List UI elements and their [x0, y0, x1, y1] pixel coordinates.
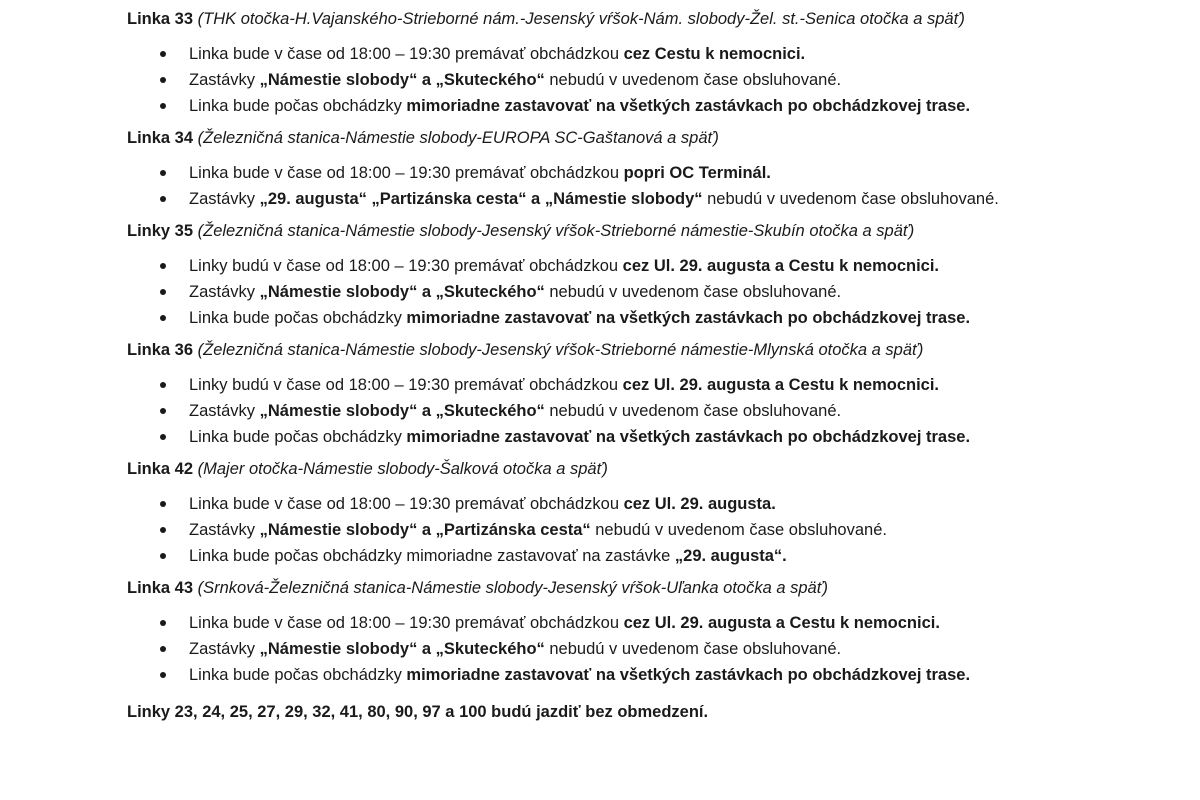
- list-item: Zastávky „Námestie slobody“ a „Skuteckého“ nebudú v uvedenom čase obsluhované.: [127, 67, 1187, 93]
- bullet-icon: [160, 646, 166, 652]
- list-item: Linka bude počas obchádzky mimoriadne zastavovať na všetkých zastávkach po obchádzkovej trase.: [127, 424, 1187, 450]
- line-number: Linka 33: [127, 10, 194, 28]
- line-block-34: [127, 119, 1187, 212]
- line-block-33: [127, 0, 1187, 119]
- list-item: Linka bude počas obchádzky mimoriadne zastavovať na zastávke „29. augusta“.: [127, 543, 1187, 569]
- line-heading: [127, 119, 1187, 148]
- list-item: Zastávky „Námestie slobody“ a „Skuteckého“ nebudú v uvedenom čase obsluhované.: [127, 636, 1187, 662]
- line-route: (Železničná stanica-Námestie slobody-EUROPA SC-Gaštanová a späť): [197, 129, 719, 147]
- line-route: (Srnková-Železničná stanica-Námestie slobody-Jesenský vŕšok-Uľanka otočka a späť): [197, 579, 829, 597]
- notice-list: [127, 253, 1187, 331]
- list-item: Linky budú v čase od 18:00 – 19:30 premávať obchádzkou cez Ul. 29. augusta a Cestu k nemocnici.: [127, 372, 1187, 398]
- notice-list: [127, 372, 1187, 450]
- list-item: Zastávky „Námestie slobody“ a „Skuteckého“ nebudú v uvedenom čase obsluhované.: [127, 398, 1187, 424]
- bullet-icon: [160, 315, 166, 321]
- list-item: Zastávky „29. augusta“ „Partizánska cesta“ a „Námestie slobody“ nebudú v uvedenom čase obsluhované.: [127, 186, 1187, 212]
- bullet-icon: [160, 527, 166, 533]
- bullet-icon: [160, 51, 166, 57]
- list-item: Linka bude počas obchádzky mimoriadne zastavovať na všetkých zastávkach po obchádzkovej trase.: [127, 93, 1187, 119]
- bullet-icon: [160, 263, 166, 269]
- bullet-icon: [160, 408, 166, 414]
- line-number: Linka 36: [127, 341, 194, 359]
- line-route: (Železničná stanica-Námestie slobody-Jesenský vŕšok-Strieborné námestie-Mlynská otočka a späť): [197, 341, 924, 359]
- bullet-icon: [160, 170, 166, 176]
- bullet-icon: [160, 382, 166, 388]
- line-block-35: [127, 212, 1187, 331]
- line-block-42: [127, 450, 1187, 569]
- bullet-icon: [160, 553, 166, 559]
- line-route: (Majer otočka-Námestie slobody-Šalková otočka a späť): [197, 460, 608, 478]
- unrestricted-lines-note: Linky 23, 24, 25, 27, 29, 32, 41, 80, 90, 97 a 100 budú jazdiť bez obmedzení.: [127, 703, 709, 721]
- list-item: Linka bude počas obchádzky mimoriadne zastavovať na všetkých zastávkach po obchádzkovej trase.: [127, 305, 1187, 331]
- line-route: (THK otočka-H.Vajanského-Strieborné nám.-Jesenský vŕšok-Nám. slobody-Žel. st.-Senica otočka a späť): [197, 10, 965, 28]
- line-number: Linka 43: [127, 579, 194, 597]
- bullet-icon: [160, 501, 166, 507]
- list-item: Zastávky „Námestie slobody“ a „Partizánska cesta“ nebudú v uvedenom čase obsluhované.: [127, 517, 1187, 543]
- list-item: Linka bude počas obchádzky mimoriadne zastavovať na všetkých zastávkach po obchádzkovej trase.: [127, 662, 1187, 688]
- bullet-icon: [160, 672, 166, 678]
- notice-list: [127, 160, 1187, 212]
- bullet-icon: [160, 77, 166, 83]
- bullet-icon: [160, 289, 166, 295]
- list-item: Linky budú v čase od 18:00 – 19:30 premávať obchádzkou cez Ul. 29. augusta a Cestu k nemocnici.: [127, 253, 1187, 279]
- line-heading: [127, 212, 1187, 241]
- bullet-icon: [160, 196, 166, 202]
- line-route: (Železničná stanica-Námestie slobody-Jesenský vŕšok-Strieborné námestie-Skubín otočka a späť): [197, 222, 915, 240]
- bullet-icon: [160, 103, 166, 109]
- bullet-icon: [160, 434, 166, 440]
- line-block-43: [127, 569, 1187, 688]
- line-heading: [127, 0, 1187, 29]
- detour-notice-document: [127, 0, 1187, 739]
- list-item: Zastávky „Námestie slobody“ a „Skuteckého“ nebudú v uvedenom čase obsluhované.: [127, 279, 1187, 305]
- list-item: Linka bude v čase od 18:00 – 19:30 premávať obchádzkou popri OC Terminál.: [127, 160, 1187, 186]
- list-item: Linka bude v čase od 18:00 – 19:30 premávať obchádzkou cez Ul. 29. augusta.: [127, 491, 1187, 517]
- list-item: Linka bude v čase od 18:00 – 19:30 premávať obchádzkou cez Ul. 29. augusta a Cestu k nemocnici.: [127, 610, 1187, 636]
- line-heading: [127, 331, 1187, 360]
- line-number: Linka 34: [127, 129, 194, 147]
- notice-list: [127, 41, 1187, 119]
- list-item: Linka bude v čase od 18:00 – 19:30 premávať obchádzkou cez Cestu k nemocnici.: [127, 41, 1187, 67]
- bullet-icon: [160, 620, 166, 626]
- line-number: Linky 35: [127, 222, 194, 240]
- line-heading: [127, 569, 1187, 598]
- line-heading: [127, 450, 1187, 479]
- notice-list: [127, 491, 1187, 569]
- line-block-36: [127, 331, 1187, 450]
- notice-list: [127, 610, 1187, 688]
- line-number: Linka 42: [127, 460, 194, 478]
